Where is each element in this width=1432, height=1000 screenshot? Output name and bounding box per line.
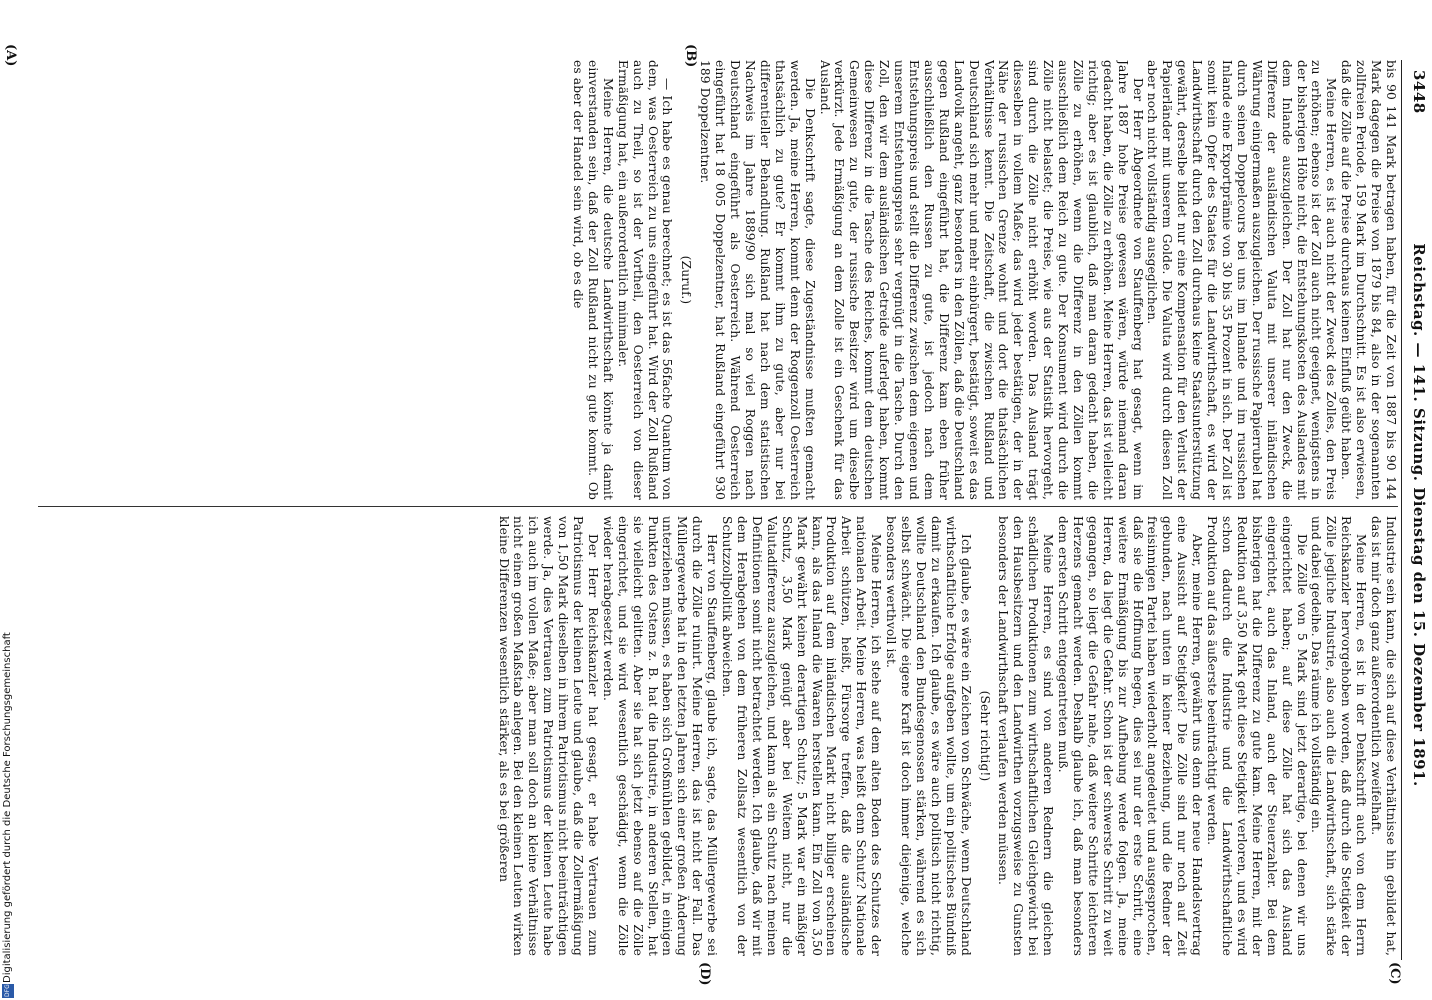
paragraph: Meine Herren, es ist in der Denkschrift auch von dem Herrn Reichskanzler hervorgehoben worden, daß durch die Stetigkeit der Zölle jegliche Industrie, also auch die Landwirthschaft, sich stärke und dabei gedeihe. Das räume ich vollständig ein. [1309,516,1369,956]
column-marker-c: (C) [1387,962,1402,985]
paragraph: Aber, meine Herren, gewährt uns denn der neue Handelsvertrag eine Aussicht auf Stetigkeit? Die Zölle sind nur noch auf Zeit gebunden, nach unten in keiner Beziehung, und die Redner der freisinnigen Partei haben wiederholt angedeutet und ausgesprochen, daß sie die Hoffnung hegen, dies sei nur der erste Schritt, eine weitere Ermäßigung bis zur Aufhebung werde folgen. Ja, meine Herren, da liegt die Gefahr. Schon ist der schwerste Schritt zu weit gegangen, so liegt die Gefahr nahe, daß weitere Schritte leichteren Herzens gemacht werden. Deshalb glaube ich, daß man besonders dem ersten Schritt entgegentreten muß. [1056,516,1205,956]
paragraph: Industrie sein kann, die sich auf diese Verhältnisse hin gebildet hat, das ist mir doch ganz außerordentlich zweifelhaft. [1369,516,1398,956]
column-marker-d: (D) [697,962,712,986]
paragraph: Meine Herren, es ist auch nicht der Zweck des Zolles, den Preis zu erhöhen; ebenso ist der Zoll auch nicht geeignet, wenigstens in der bisherigen Höhe nicht, die Entstehungskosten des Auslandes mit dem Inlande auszugleichen. Der Zoll hat nur den Zweck, die Differenz der ausländischen Valuta mit unserer inländischen Währung einigermaßen auszugleichen. Der russische Papierrubel hat durch seinen Doppelcours bei uns im Inlande und im russischen Inlande eine Exportprämie von 30 bis 35 Prozent in sich. Der Zoll ist somit kein Opfer des Staates für die Landwirthschaft, es wird der Landwirthschaft durch den Zoll durchaus keine Staatsunterstützung gewährt, derselbe bildet nur eine Kompensation für den Verlust der Papierländer mit unserem Golde. Die Valuta wird durch diesen Zoll aber noch nicht vollständig ausgeglichen. [1145,60,1339,500]
paragraph: Herr von Stauffenberg, glaube ich, sagte, das Müllergewerbe sei durch die Zölle ruinirt. Meine Herren, das ist nicht der Fall. Das Müllergewerbe hat in den letzten Jahren sich einer großen Änderung unterziehen müssen, es haben sich Großmühlen gebildet, in einigen Punkten des Ostens z. B. hat die Industrie, in anderen Stellen, hat sie vielleicht gelitten. Aber sie hat sich jetzt ebenso auf die Zölle eingerichtet, und sie wird wesentlich geschädigt, wenn die Zölle wieder herabgesetzt werden. [600,516,720,956]
paragraph: Der Herr Reichskanzler hat gesagt, er habe Vertrauen zum Patriotismus der kleinen Leute und glaube, daß die Zollermäßigung von 1,50 Mark dieselben in ihrem Patriotismus nicht beeinträchtigen werde. Ja, dies Vertrauen zum Patriotismus der kleinen Leute habe ich auch im vollen Maße; aber man soll doch an kleine Verhältnisse nicht einen großen Maßstab anlegen. Bei den kleinen Leuten wirken kleine Differenzen wesentlich stärker, als es bei größeren [496,516,600,956]
paragraph: Ich glaube, es wäre ein Zeichen von Schwäche, wenn Deutschland wirthschaftliche Erfolge aufgeben wollte, um ein politisches Bündniß damit zu erkaufen. Ich glaube, es wäre auch politisch nicht richtig, wollte Deutschland den Bundesgenossen stärken, während es sich selbst schwächt. Die eigene Kraft ist doch immer diejenige, welche besonders werthvoll ist. [884,516,973,956]
text-column-left [38,60,1398,500]
paragraph: Der Herr Abgeordnete von Stauffenberg hat gesagt, wenn im Jahre 1887 hohe Preise gewesen wären, würde niemand daran gedacht haben, die Zölle zu erhöhen. Meine Herren, das ist vielleicht richtig; aber es ist glaublich, daß man daran gedacht haben, die Zölle zu erhöhen, wenn die Differenz in den Zöllen kommt ausschließlich dem Reich zu gute. Der Konsument wird durch die Zölle nicht belastet; die Preise, wie aus der Statistik hervorgeht, sind durch die Zölle nicht erhöht worden. Das Ausland trägt diesselben in vollem Maße; das wird jeder bestätigen, der in der Nähe der russischen Grenze wohnt und dort die thatsächlichen Verhältnisse kennt. Die Zeitschaft, die zwischen Rußland und Deutschland sich mehr und mehr einbürgert, bestätigt, soweit es das Landvolk angeht, ganz besonders in den Zöllen, daß die Deutschland gegen Rußland eingeführt hat, die Differenz kam eben früher ausschließlich den Russen zu gute, ist jedoch nach dem Entstehungspreis und stellt die Differenz zwischen dem eigenen und unserem Entstehungspreis sehr vergnügt in die Tasche. Durch den Zoll, den wir dem ausländischen Getreide auferlegt haben, kommt diese Differenz in die Tasche des Reiches, kommt dem deutschen Gemeinwesen zu gute, der russische Besitzer wird um dieselbe verkürzt. Jede Ermäßigung an dem Zolle ist ein Geschenk für das Ausland. [817,60,1145,500]
page-number: 3448 [1410,70,1428,114]
digitization-credit [2,574,16,994]
interjection: (Sehr richtig!) [977,690,992,782]
column-divider [38,506,1398,507]
credit-text: Digitalisierung gefördert durch die Deutsche Forschungsgemeinschaft [2,632,13,983]
paragraph: Meine Herren, die deutsche Landwirthschaft könnte ja damit einverstanden sein, daß der Zoll Rußland nicht zu gute kommt. Ob es aber der Handel sein wird, ob es die [571,60,615,500]
paragraph: Die Zölle von 5 Mark sind jetzt derartige, bei denen wir uns eingerichtet haben; auf diese Zölle hat sich das Ausland eingerichtet, auch das Inland, auch der Steuerzahler. Bei dem bisherigen hat die Differenz zu gute kam. Meine Herren, mit der Reduktion auf 3,50 Mark geht diese Stetigkeit verloren, und es wird schon dadurch die Industrie und die Landwirthschaftliche Produktion auf das äußerste beeinträchtigt werden. [1205,516,1309,956]
dfg-logo-icon [2,984,14,998]
text-column-right [38,516,1398,956]
page-header [1404,70,1428,960]
header-rule [1401,60,1402,960]
paragraph: bis 90 141 Mark betragen haben, für die Zeit von 1887 bis 90 144 Mark dagegen die Preise von 1879 bis 84, also in der sogenannten zollfreien Periode, 159 Mark im Durchschnitt. Es ist also erwiesen, daß die Zölle auf die Preise durchaus keinen Einfluß geübt haben. [1339,60,1398,500]
logo-text: DFG [4,984,11,997]
paragraph: Die Denkschrift sagte, diese Zugeständnisse mußten gemacht werden. Ja, meine Herren, kommt denn der Roggenzoll Oesterreich thatsächlich zu gute? Er kommt ihm zu gute, aber nur bei differentieller Behandlung. Rußland hat nach dem statistischen Nachweis im Jahre 1889/90 sich mal so viel Roggen nach Deutschland eingeführt als Oesterreich. Während Oesterreich eingeführt hat 18 005 Doppelzentner, hat Rußland eingeführt 930 189 Doppelzentner. [698,60,817,500]
paragraph: — Ich habe es genau berechnet; es ist das 56fache Quantum von dem, was Oesterreich zu uns eingeführt hat. Wird der Zoll Rußland auch zu Theil, so ist der Vortheil, den Oesterreich von dieser Ermäßigung hat, ein außerordentlich minimaler. [615,60,675,500]
paragraph: Meine Herren, es sind von anderen Rednern die gleichen schädlichen Produktionen zum wirthschaftlichen Gleichgewicht bei den Hausbesitzern und den Landwirthen vorzugsweise zu Gunsten besonders der Landwirthschaft verlaufen werden müssen. [996,516,1056,956]
interjection: (Zuruf.) [679,255,694,305]
paragraph: Meine Herren, ich stehe auf dem alten Boden des Schutzes der nationalen Arbeit. Meine Herren, was heißt denn Schutz? Nationale Arbeit schützen, heißt, Fürsorge treffen, daß die ausländische Produktion auf dem inländischen Markt nicht billiger erscheinen kann, als das Inland die Waaren herstellen kann. Ein Zoll von 3,50 Mark gewährt keinen derartigen Schutz; 5 Mark war ein mäßiger Schutz, 3,50 Mark genügt aber bei Weitem nicht, nur die Valutadifferenz auszugleichen, und kann als ein Schutz nach meinen Definitionen somit nicht betrachtet werden. Ich glaube, daß wir mit dem Herabgehen von dem früheren Zollsatz wesentlich von der Schutzzollpolitik abweichen. [720,516,884,956]
column-marker-a: (A) [3,44,18,67]
page-title: Reichstag. — 141. Sitzung. Dienstag den 15. Dezember 1891. [1410,243,1428,787]
column-marker-b: (B) [683,44,698,68]
